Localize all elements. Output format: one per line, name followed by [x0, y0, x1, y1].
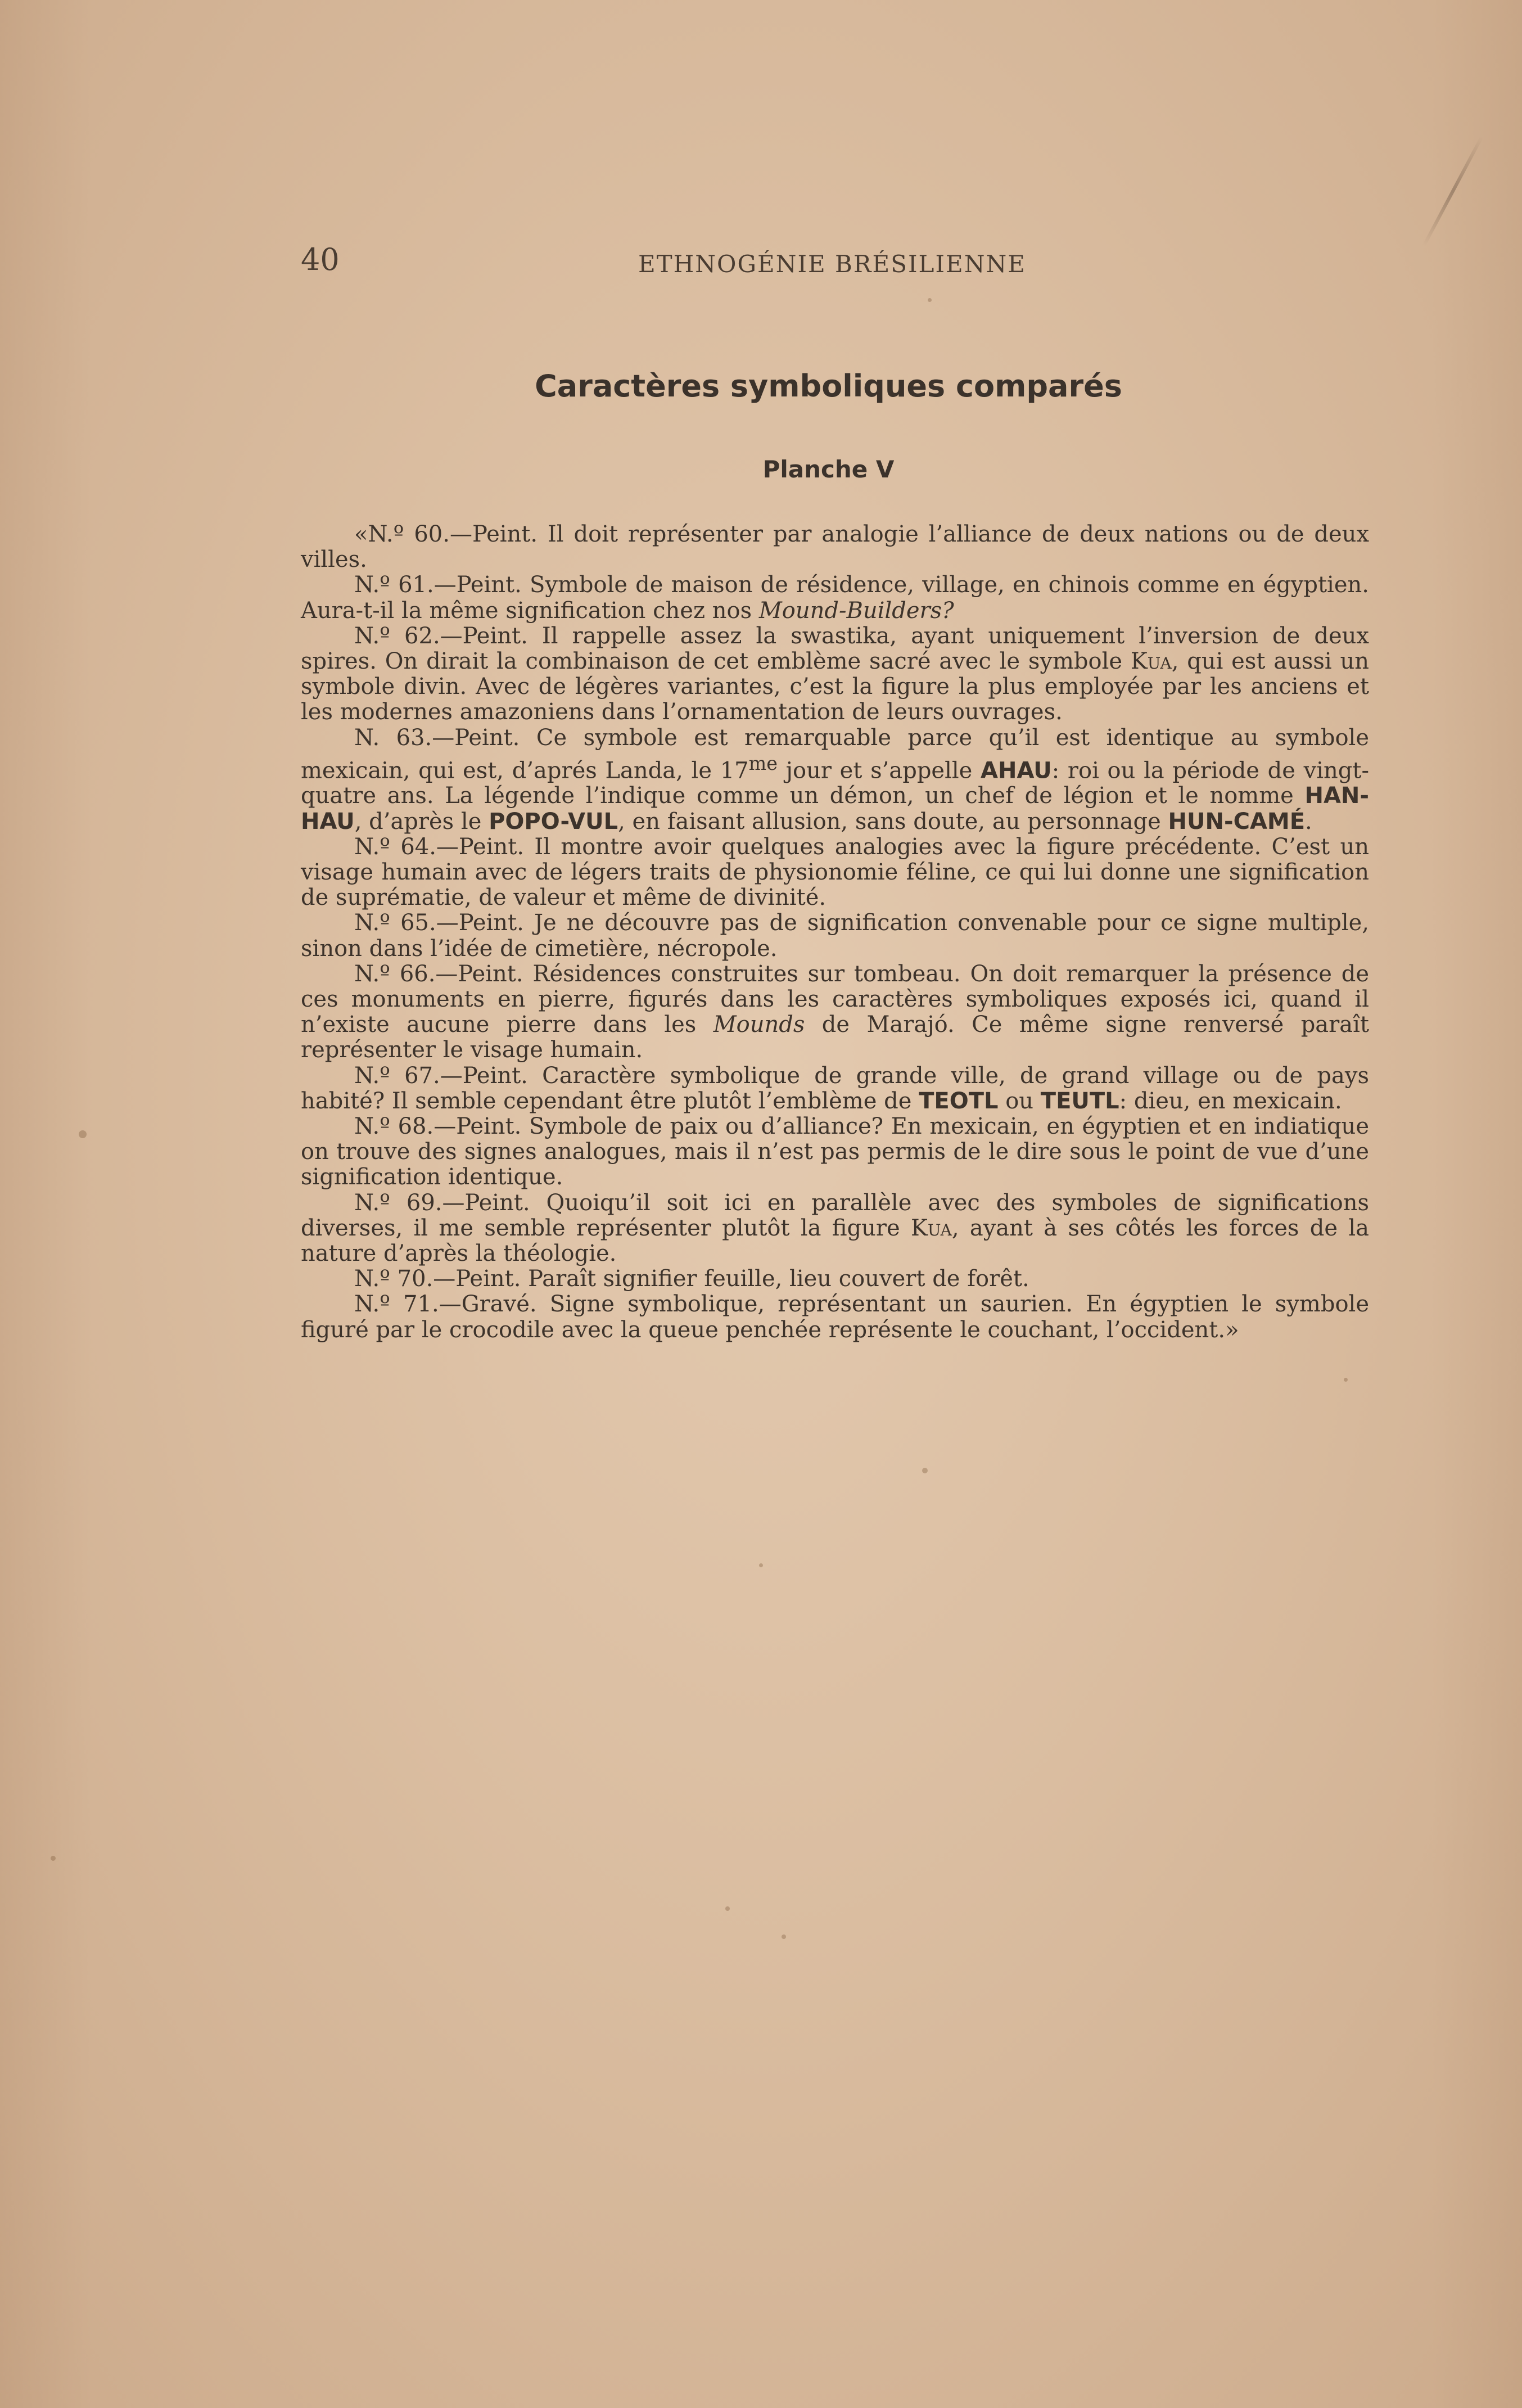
italic-term: Mounds — [713, 1012, 805, 1038]
entry-69: N.º 69.—Peint. Quoiqu’il soit ici en parallèle avec des symboles de significations diverses, il me semble représenter plutôt la figure Kua, ayant à ses côtés les forces de la nature d’après la théologie. — [301, 1189, 1369, 1267]
running-head: ETHNOGÉNIE BRÉSILIENNE — [638, 250, 1026, 278]
entry-62: N.º 62.—Peint. Il rappelle assez la swastika, ayant uniquement l’inversion de deux spires. On dirait la combinaison de cet emblème sacré avec le symbole Kua, qui est aussi un symbole divin. Avec de légères variantes, c’est la figure la plus employée par les anciens et les modernes amazoniens dans l’ornamentation de leurs ouvrages. — [301, 623, 1369, 725]
entry-70: N.º 70.—Peint. Paraît signifier feuille, lieu couvert de forêt. — [354, 1266, 1029, 1292]
entry-67: N.º 67.—Peint. Caractère symbolique de grande ville, de grand village ou de pays habité? Il semble cependant être plutôt l’emblème de TEOTL ou TEUTL: dieu, en mexicain. — [301, 1062, 1369, 1114]
entry-list — [301, 522, 1369, 1343]
ordinal-superscript: me — [748, 752, 778, 774]
small-caps-term: Kua — [910, 1215, 952, 1241]
small-caps-term: Kua — [1130, 648, 1172, 675]
foxing-spot — [1344, 1378, 1348, 1382]
page-crease — [1422, 136, 1484, 246]
entry-64: N.º 64.—Peint. Il montre avoir quelques analogies avec la figure précédente. C’est un visage humain avec de légers traits de physionomie féline, ce qui lui donne une signification de suprématie, de valeur et même de divinité. — [301, 833, 1369, 911]
bold-term: TEUTL — [1040, 1088, 1119, 1114]
bold-term: TEOTL — [919, 1088, 999, 1114]
entry-60: «N.º 60.—Peint. Il doit représenter par analogie l’alliance de deux nations ou de deux villes. — [301, 521, 1369, 573]
italic-term: Mound-Builders? — [758, 597, 954, 624]
bold-term: POPO-VUL — [489, 808, 618, 835]
entry-65: N.º 65.—Peint. Je ne découvre pas de signification convenable pour ce signe multiple, sinon dans l’idée de cimetière, nécropole. — [301, 910, 1369, 962]
foxing-spot — [928, 298, 932, 302]
entry-66: N.º 66.—Peint. Résidences construites sur tombeau. On doit remarquer la présence de ces monuments en pierre, figurés dans les caractères symboliques exposés ici, quand il n’existe aucune pierre dans les Mounds de Marajó. Ce même signe renversé paraît représenter le visage humain. — [301, 961, 1369, 1063]
foxing-spot — [782, 1934, 786, 1939]
section-title: Caractères symboliques comparés — [535, 368, 1122, 404]
foxing-spot — [759, 1563, 763, 1567]
foxing-spot — [725, 1906, 730, 1911]
entry-61: N.º 61.—Peint. Symbole de maison de résidence, village, en chinois comme en égyptien. Aura-t-il la même signification chez nos Mound-Builders? — [301, 572, 1369, 624]
plate-label: Planche V — [762, 456, 895, 483]
entry-68: N.º 68.—Peint. Symbole de paix ou d’alliance? En mexicain, en égyptien et en indiatique on trouve des signes analogues, mais il n’est pas permis de le dire sous le point de vue d’une signification identique. — [301, 1113, 1369, 1191]
page-number: 40 — [301, 242, 340, 277]
bold-term: HUN-CAMÉ — [1168, 808, 1306, 835]
bold-term: AHAU — [981, 757, 1052, 784]
foxing-spot — [51, 1856, 56, 1861]
foxing-spot — [922, 1468, 928, 1473]
foxing-spot — [79, 1130, 87, 1138]
entry-63: N. 63.—Peint. Ce symbole est remarquable parce qu’il est identique au symbole mexicain, qui est, d’aprés Landa, le $17^{me}$ jour et s’appelle AHAU: roi ou la période de vingt-quatre ans. La légende l’indique comme un démon, un chef de légion et le nomme HAN-HAU, d’après le POPO-VUL, en faisant allusion, sans doute, au personnage HUN-CAMÉ. — [301, 724, 1369, 835]
bold-term: HAN-HAU — [301, 783, 1369, 835]
entry-71: N.º 71.—Gravé. Signe symbolique, représentant un saurien. En égyptien le symbole figuré par le crocodile avec la queue penchée représente le couchant, l’occident.» — [301, 1291, 1369, 1343]
